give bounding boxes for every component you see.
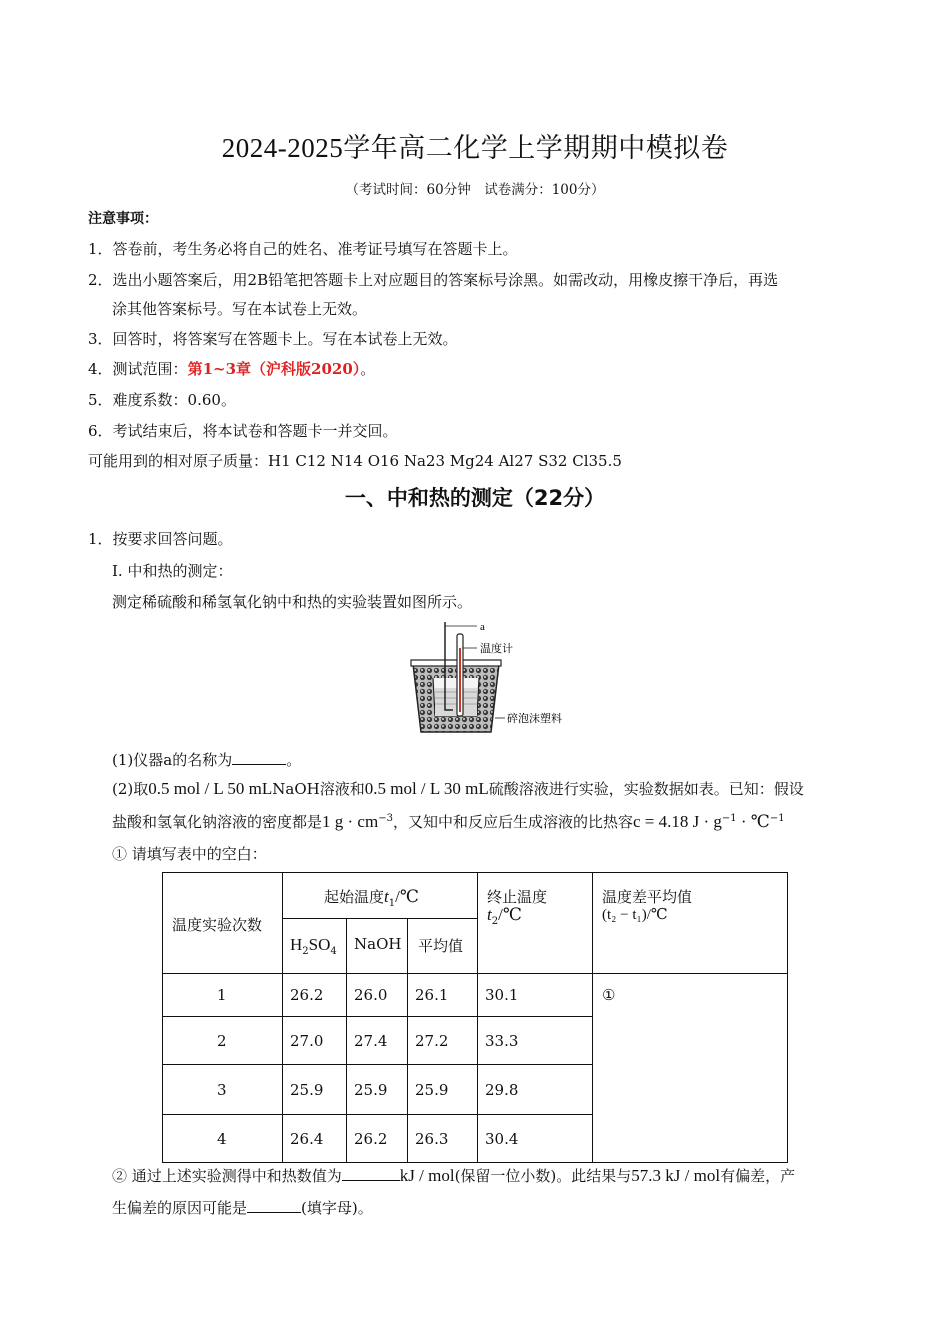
- header-diff-formula: (t₂ − t₁)/℃: [602, 907, 668, 923]
- table-cell: 27.0: [290, 1032, 324, 1050]
- question-intro: 1．按要求回答问题。: [88, 530, 233, 548]
- atomic-mass-line: 可能用到的相对原子质量：H1 C12 N14 O16 Na23 Mg24 Al27 S32 Cl35.5: [88, 452, 622, 470]
- table-cell: 25.9: [415, 1081, 449, 1099]
- exam-info: （考试时间：60分钟 试卷满分：100分）: [345, 182, 605, 198]
- table-cell: 26.4: [290, 1130, 324, 1148]
- table-cell: 30.1: [485, 986, 519, 1004]
- table-cell: 4: [217, 1130, 227, 1148]
- table-cell: 26.2: [290, 986, 324, 1004]
- answer-blank-1[interactable]: [232, 750, 286, 765]
- label-foam: 碎泡沫塑料: [507, 712, 562, 725]
- table-cell: 1: [217, 986, 227, 1004]
- table-cell: 25.9: [290, 1081, 324, 1099]
- question-2-line2: 盐酸和氢氧化钠溶液的密度都是1 $g \cdot cm^{-3}$，又知中和反应后生成溶液的比热容c = 4.18 $J \cdot g^{-1}$ · ℃$^{-1}$: [112, 812, 785, 831]
- header-end-temp-unit: $t_2/℃$: [487, 905, 522, 927]
- question-part: Ⅰ. 中和热的测定：: [112, 562, 233, 580]
- table-cell: 29.8: [485, 1081, 519, 1099]
- data-table: [162, 872, 788, 1163]
- question-1: (1)仪器a的名称为 。: [112, 751, 302, 769]
- table-cell: 26.0: [354, 986, 388, 1004]
- answer-blank-2[interactable]: [342, 1166, 400, 1181]
- notice-item-5: 5．难度系数：0.60。: [88, 391, 236, 409]
- label-thermometer: 温度计: [480, 642, 513, 655]
- table-cell: 3: [217, 1081, 227, 1099]
- table-cell: 26.3: [415, 1130, 449, 1148]
- question-2-line1: (2)取0.5 mol / L 50 mLNaOH溶液和0.5 mol / L 30 mL硫酸溶液进行实验，实验数据如表。已知：假设: [112, 779, 804, 798]
- answer-blank-3[interactable]: [247, 1198, 301, 1213]
- header-end-temp: 终止温度: [487, 888, 548, 906]
- apparatus-figure: [405, 618, 575, 740]
- question-description: 测定稀硫酸和稀氢氧化钠中和热的实验装置如图所示。: [112, 593, 473, 611]
- sub-question-2-line1: ② 通过上述实验测得中和热数值为 kJ / mol(保留一位小数)。此结果与57.3 kJ / mol有偏差，产: [112, 1166, 796, 1185]
- table-cell: 30.4: [485, 1130, 519, 1148]
- notice-item-4: 4．测试范围：第1~3章（沪科版2020）。: [88, 360, 376, 378]
- table-cell: 27.4: [354, 1032, 388, 1050]
- header-h2so4: $H_2SO_4$: [290, 935, 337, 957]
- header-diff: 温度差平均值: [602, 888, 693, 906]
- section-title: 一、中和热的测定（22分）: [344, 486, 606, 510]
- table-cell: 25.9: [354, 1081, 388, 1099]
- header-trial: 温度实验次数: [172, 916, 263, 934]
- notice-item-3: 3．回答时，将答案写在答题卡上。写在本试卷上无效。: [88, 330, 458, 348]
- test-scope: 第1~3章（沪科版2020）: [187, 360, 361, 378]
- label-a: a: [480, 621, 485, 633]
- page-title: 2024-2025学年高二化学上学期期中模拟卷: [221, 133, 729, 163]
- notice-item-1: 1．答卷前，考生务必将自己的姓名、准考证号填写在答题卡上。: [88, 240, 518, 258]
- table-cell: 2: [217, 1032, 227, 1050]
- table-cell: 33.3: [485, 1032, 519, 1050]
- header-average: 平均值: [418, 937, 464, 955]
- table-cell: 26.2: [354, 1130, 388, 1148]
- sub-question-2-line2: 生偏差的原因可能是 (填字母)。: [112, 1199, 373, 1217]
- table-cell: 26.1: [415, 986, 449, 1004]
- header-naoh: NaOH: [354, 935, 402, 953]
- notice-item-2: 2．选出小题答案后，用2B铅笔把答题卡上对应题目的答案标号涂黑。如需改动，用橡皮擦干净后，再选: [88, 271, 779, 289]
- diff-answer-mark: ①: [602, 986, 616, 1004]
- table-cell: 27.2: [415, 1032, 449, 1050]
- notice-item-2-cont: 涂其他答案标号。写在本试卷上无效。: [112, 300, 368, 318]
- notice-heading: 注意事项：: [88, 211, 158, 227]
- notice-item-6: 6．考试结束后，将本试卷和答题卡一并交回。: [88, 422, 398, 440]
- sub-question-1: ① 请填写表中的空白：: [112, 845, 267, 863]
- header-start-temp: 起始温度$t_1/℃$: [324, 887, 419, 909]
